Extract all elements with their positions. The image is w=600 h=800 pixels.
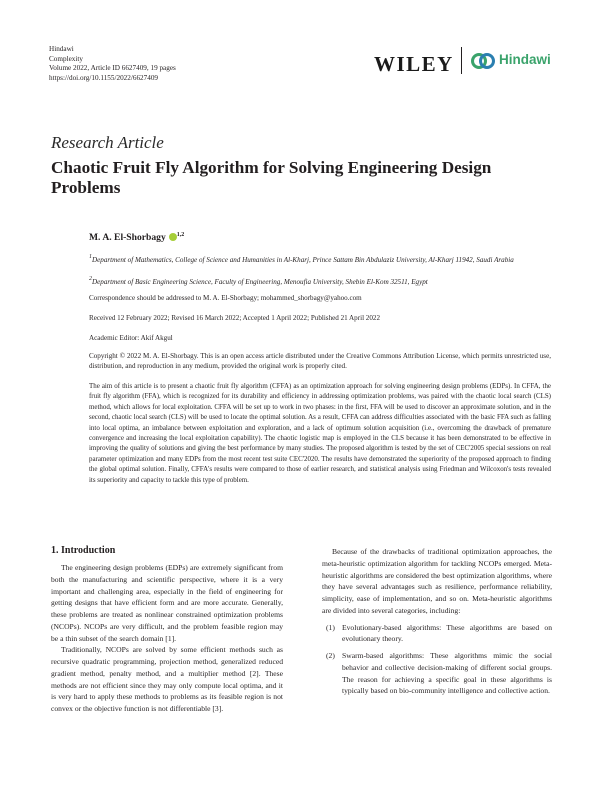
- publication-dates: Received 12 February 2022; Revised 16 March 2022; Accepted 1 April 2022; Published 21 April 2022: [89, 314, 380, 322]
- author-superscripts: 1,2: [176, 232, 185, 238]
- affiliation-text: Department of Mathematics, College of Science and Humanities in Al-Kharj, Prince Sattam Bin Abdulaziz University, Al-Kharj 11942, Saudi Arabia: [92, 256, 514, 264]
- journal-publisher: Hindawi: [49, 45, 74, 53]
- affiliation-number: 1: [89, 254, 92, 260]
- article-type: Research Article: [51, 133, 164, 152]
- affiliation-1: [89, 252, 529, 265]
- list-item: [322, 622, 552, 646]
- left-column: [51, 562, 283, 715]
- journal-name: Complexity: [49, 54, 83, 63]
- academic-editor: Academic Editor: Akif Akgul: [89, 334, 173, 342]
- right-column: [322, 546, 552, 697]
- list-text: Swarm-based algorithms: These algorithms mimic the social behavior and collective decision-making of different social groups. The reason for achieving a specific goal in these algorithms is typically based on bio-community intelligence and collective action.: [342, 651, 552, 696]
- hindawi-brand: Hindawi: [499, 52, 551, 67]
- author-name[interactable]: M. A. El-Shorbagy: [89, 232, 166, 243]
- list-text: Evolutionary-based algorithms: These algorithms are based on evolutionary theory.: [342, 622, 552, 644]
- article-title: Chaotic Fruit Fly Algorithm for Solving Engineering Design Problems: [51, 158, 492, 197]
- journal-doi[interactable]: https://doi.org/10.1155/2022/6627409: [49, 73, 159, 82]
- journal-volume: Volume 2022, Article ID 6627409, 19 pages: [49, 64, 176, 73]
- list-item: [322, 650, 552, 697]
- paragraph: Traditionally, NCOPs are solved by some efficient methods such as recursive quadratic programming, projection method, generalized reduced gradient method, penalty method, and a multiplier method [2]. These methods are not efficient since they may only compute local optima, and it is very hard to apply these methods to problems as its feasible region is not convex or the objective function is not differentiable [3].: [51, 645, 283, 713]
- hindawi-logo-icon: [471, 52, 495, 70]
- affiliation-number: 2: [89, 276, 92, 282]
- list-number: (1): [326, 622, 335, 632]
- copyright: Copyright © 2022 M. A. El-Shorbagy. This is an open access article distributed under the Creative Commons Attribution License, which permits unrestricted use, distribution, and reproduction in any medium, provided the original work is properly cited.: [89, 352, 551, 370]
- wiley-logo: WILEY: [374, 52, 454, 76]
- orcid-icon[interactable]: [169, 233, 177, 241]
- author-line: [89, 232, 184, 243]
- affiliation-text: Department of Basic Engineering Science, Faculty of Engineering, Menoufia University, Shebin El-Kom 32511, Egypt: [92, 278, 428, 286]
- correspondence: Correspondence should be addressed to M. A. El-Shorbagy; mohammed_shorbagy@yahoo.com: [89, 294, 362, 302]
- section-heading: 1. Introduction: [51, 545, 116, 556]
- abstract: The aim of this article is to present a chaotic fruit fly algorithm (CFFA) as an optimization approach for solving engineering design problems (EDPs). In CFFA, the fruit fly algorithm (FFA), which is recognized for its durability and efficiency in addressing optimization problems, was paired with the chaotic local search (CLS) method, which allows for local exploitation. CFFA will be set up to work in two phases: in the first, FFA will be used to discover an approximate solution, and in the second, chaotic local search (CLS) will be used to locate the optimal solution. As a result, CFFA can address difficulties associated with the basic FFA such as falling into local optima, an imbalance between exploitation and exploration, and a lack of optimum solution acquisition (i.e., overcoming the drawback of premature convergence and increasing the local exploitation capability). The chaotic logistic map is employed in the CLS because it has been demonstrated to be effective in improving the quality of solutions and giving the best performance by many studies. The proposed algorithm is tested by the set of CEC'2005 special sessions on real parameter optimization and many EDPs from the most recent test suite CEC'2020. The results have demonstrated the superiority of the proposed approach to finding the global optimal solution. Finally, CFFA's results were compared to those of earlier research, and statistical analysis using Friedman and Wilcoxon's tests revealed its superiority and capacity to tackle this type of problem.: [89, 382, 551, 484]
- affiliation-2: [89, 274, 529, 287]
- journal-meta: [49, 45, 176, 83]
- paragraph: Because of the drawbacks of traditional optimization approaches, the meta-heuristic optimization algorithm for tackling NCOPs emerged. Meta-heuristic algorithms are considered the best optimization algorithms, where they have several advantages such as resilience, performance reliability, simplicity, ease of implementation, and so on. Meta-heuristic algorithms are divided into several categories, including:: [322, 547, 552, 615]
- paragraph: The engineering design problems (EDPs) are extremely significant from both the manufacturing and scientific perspective, where it is a very important and challenging area, especially in the field of engineering for getting designs that have efficient form and are more accurate. Generally, these problems are treated as nonlinear constrained optimization problems (NCOPs). NCOPs are very difficult, and the problem feasible region may be a thin subset of the search domain [1].: [51, 563, 283, 643]
- logo-divider: [461, 47, 462, 74]
- list-number: (2): [326, 651, 335, 660]
